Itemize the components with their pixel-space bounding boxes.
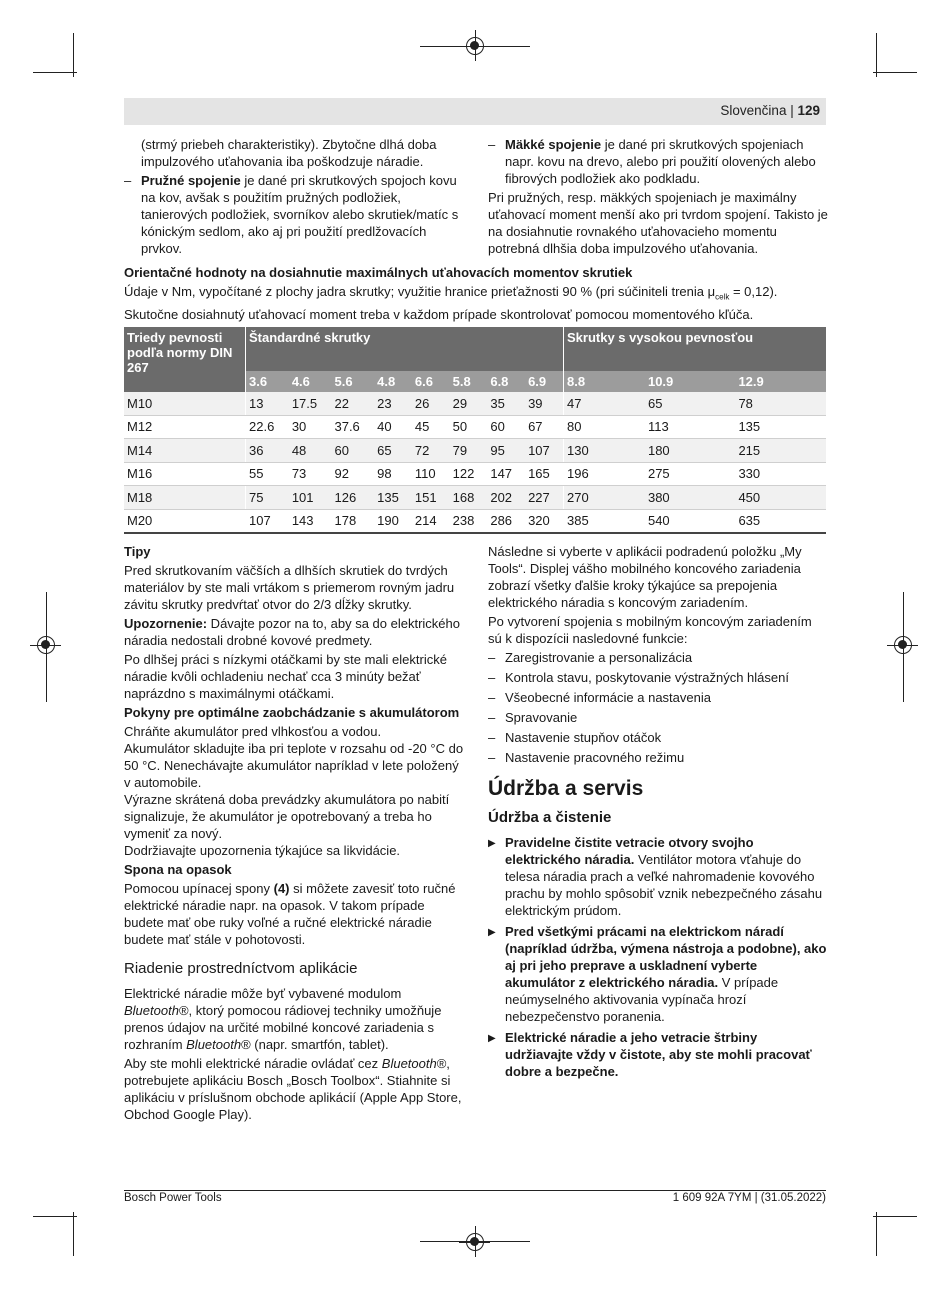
grade-header: 6.9 (525, 371, 563, 392)
torque-value-cell: 180 (645, 439, 735, 463)
crop-mark (873, 72, 917, 73)
torque-value-cell: 80 (564, 415, 645, 439)
crop-mark (73, 33, 74, 77)
grade-header: 10.9 (645, 371, 735, 392)
torque-value-cell: 122 (450, 462, 488, 486)
table-row (124, 392, 826, 415)
paragraph: Chráňte akumulátor pred vlhkosťou a vodou. (124, 724, 382, 739)
header-language: Slovenčina (720, 103, 787, 118)
table-title: Orientačné hodnoty na dosiahnutie maximálnych uťahovacích momentov skrutiek (124, 265, 633, 280)
torque-value-cell: 135 (735, 415, 826, 439)
torque-value-cell: 107 (246, 509, 289, 533)
app-text: Elektrické náradie môže byť vybavené modulom (124, 986, 402, 1001)
paragraph: Po vytvorení spojenia s mobilným koncovým zariadením sú k dispozícii nasledovné funkcie: (488, 614, 812, 646)
paragraph: Pred skrutkovaním väčších a dlhších skrutiek do tvrdých materiálov by ste mali vrtákom s priemerom rovným jadru závitu skrutky predvŕtať otvor do 2/3 dĺžky skrutky. (124, 563, 455, 612)
grade-header: 6.8 (487, 371, 525, 392)
paragraph: Výrazne skrátená doba prevádzky akumulátora po nabití signalizuje, že akumulátor je opotrebovaný a treba ho vymeniť za nový. (124, 792, 450, 841)
torque-value-cell: 151 (412, 486, 450, 510)
torque-value-cell: 320 (525, 509, 563, 533)
app-section-title: Riadenie prostredníctvom aplikácie (124, 960, 358, 977)
torque-value-cell: 48 (289, 439, 332, 463)
torque-value-cell: 36 (246, 439, 289, 463)
clip-title: Spona na opasok (124, 862, 232, 877)
torque-value-cell: 215 (735, 439, 826, 463)
crop-mark (876, 1212, 877, 1256)
lower-left-column (124, 543, 464, 1125)
footer-brand: Bosch Power Tools (124, 1192, 222, 1204)
paragraph: Pri pružných, resp. mäkkých spojeniach je maximálny uťahovací moment menší ako pri tvrdom spojení. Takisto je na dosiahnutie rovnakého uťahovacieho momentu potrebná dlhšia doba impulzového uťahovania. (488, 190, 828, 256)
bullet-bold: Pravidelne čistite vetracie otvory svojho elektrického náradia. (505, 835, 754, 867)
torque-value-cell: 79 (450, 439, 488, 463)
grade-header: 8.8 (564, 371, 645, 392)
torque-value-cell: 330 (735, 462, 826, 486)
torque-value-cell: 190 (374, 509, 412, 533)
torque-value-cell: 50 (450, 415, 488, 439)
app-text: ®, ktorý pomocou rádiovej techniky umožňuje prenos údajov na určité mobilné koncové zariadenia s rozhraním (124, 1003, 442, 1052)
torque-value-cell: 143 (289, 509, 332, 533)
torque-value-cell: 98 (374, 462, 412, 486)
cleaning-title: Údržba a čistenie (488, 809, 612, 826)
table-row (124, 486, 826, 510)
page-number: 129 (797, 103, 820, 118)
bluetooth-term: Bluetooth (381, 1056, 437, 1071)
table-row (124, 509, 826, 533)
torque-value-cell: 26 (412, 392, 450, 415)
table-body (124, 392, 826, 533)
torque-value-cell: 37.6 (331, 415, 374, 439)
torque-value-cell: 147 (487, 462, 525, 486)
torque-value-cell: 47 (564, 392, 645, 415)
torque-value-cell: 40 (374, 415, 412, 439)
torque-value-cell: 65 (645, 392, 735, 415)
torque-value-cell: 165 (525, 462, 563, 486)
warning-text: Dávajte pozor na to, aby sa do elektrického náradia nedostali drobné kovové predmety. (124, 616, 460, 648)
grade-header: 5.8 (450, 371, 488, 392)
screw-size-cell: M20 (124, 509, 246, 533)
torque-value-cell: 110 (412, 462, 450, 486)
table-row (124, 439, 826, 463)
app-paragraph (124, 985, 464, 1053)
crop-mark (33, 1216, 77, 1217)
desc-part: Údaje v Nm, vypočítané z plochy jadra skrutky; využitie hranice prieťažnosti 90 % (pri súčiniteli trenia μ (124, 284, 716, 299)
torque-value-cell: 29 (450, 392, 488, 415)
torque-value-cell: 23 (374, 392, 412, 415)
warning-paragraph (124, 615, 464, 649)
app-text: ®, potrebujete aplikáciu Bosch „Bosch Toolbox“. Stiahnite si aplikáciu v príslušnom obchode aplikácií (Apple App Store, Obchod Google Play). (124, 1056, 462, 1122)
torque-value-cell: 35 (487, 392, 525, 415)
header-high-strength: Skrutky s vysokou pevnosťou (564, 327, 827, 371)
item-title: Mäkké spojenie (505, 137, 602, 152)
registration-mark-top (466, 37, 484, 55)
paragraph: Akumulátor skladujte iba pri teplote v rozsahu od -20 °C do 50 °C. Nenechávajte akumulátor napríklad v lete položený v automobile. (124, 741, 464, 790)
warning-label: Upozornenie: (124, 616, 208, 631)
battery-title: Pokyny pre optimálne zaobchádzanie s akumulátorom (124, 705, 460, 720)
torque-value-cell: 135 (374, 486, 412, 510)
crop-mark (873, 1216, 917, 1217)
torque-value-cell: 72 (412, 439, 450, 463)
function-item: – Zaregistrovanie a personalizácia (488, 649, 828, 666)
grade-header: 5.6 (331, 371, 374, 392)
torque-value-cell: 75 (246, 486, 289, 510)
function-item: – Nastavenie pracovného režimu (488, 749, 828, 766)
bullet-text: V prípade neúmyselného aktivovania vypínača hrozí nebezpečenstvo poranenia. (505, 975, 779, 1024)
torque-value-cell: 60 (331, 439, 374, 463)
torque-value-cell: 126 (331, 486, 374, 510)
top-right-column (488, 136, 828, 259)
header-strength-class: Triedy pevnosti podľa normy DIN 267 (124, 327, 246, 392)
paragraph: Následne si vyberte v aplikácii podradenú položku „My Tools“. Displej vášho mobilného koncového zariadenia zobrazí všetky ďalšie kroky týkajúce sa prepojenia elektrického náradia s koncovým zariadením. (488, 544, 802, 610)
paragraph: Dodržiavajte upozornenia týkajúce sa likvidácie. (124, 843, 401, 858)
torque-table (124, 327, 826, 534)
torque-value-cell: 73 (289, 462, 332, 486)
paragraph: Po dlhšej práci s nízkymi otáčkami by ste mali elektrické náradie kvôli ochladeniu nechať cca 3 minúty bežať naprázdno s maximálnymi otáčkami. (124, 652, 447, 701)
torque-value-cell: 178 (331, 509, 374, 533)
table-description (124, 283, 826, 323)
torque-value-cell: 270 (564, 486, 645, 510)
crop-mark (73, 1212, 74, 1256)
torque-value-cell: 168 (450, 486, 488, 510)
clip-reference: (4) (273, 881, 290, 896)
torque-value-cell: 30 (289, 415, 332, 439)
torque-value-cell: 22.6 (246, 415, 289, 439)
screw-size-cell: M18 (124, 486, 246, 510)
torque-value-cell: 13 (246, 392, 289, 415)
bullet-bold: Elektrické náradie a jeho vetracie štrbiny udržiavajte vždy v čistote, aby ste mohli pracovať dobre a bezpečne. (505, 1030, 812, 1079)
bullet-bold: Pred všetkými prácami na elektrickom náradí (napríklad údržba, výmena nástroja a podobne), ako aj pri jeho preprave a uskladnení vyberte akumulátor z elektrického náradia. (505, 924, 827, 990)
torque-value-cell: 45 (412, 415, 450, 439)
torque-value-cell: 238 (450, 509, 488, 533)
table-row (124, 415, 826, 439)
torque-value-cell: 380 (645, 486, 735, 510)
grade-header: 6.6 (412, 371, 450, 392)
screw-size-cell: M12 (124, 415, 246, 439)
function-item: – Nastavenie stupňov otáčok (488, 729, 828, 746)
torque-value-cell: 39 (525, 392, 563, 415)
torque-value-cell: 92 (331, 462, 374, 486)
footer-rule (124, 1190, 826, 1191)
torque-value-cell: 17.5 (289, 392, 332, 415)
screw-size-cell: M10 (124, 392, 246, 415)
bullet-item (488, 1029, 828, 1080)
torque-value-cell: 196 (564, 462, 645, 486)
screw-size-cell: M16 (124, 462, 246, 486)
header-standard-screws: Štandardné skrutky (246, 327, 564, 371)
app-text: ® (napr. smartfón, tablet). (241, 1037, 389, 1052)
torque-value-cell: 107 (525, 439, 563, 463)
app-paragraph (124, 1055, 464, 1123)
torque-value-cell: 67 (525, 415, 563, 439)
torque-value-cell: 101 (289, 486, 332, 510)
torque-value-cell: 95 (487, 439, 525, 463)
bullet-item (488, 834, 828, 919)
list-item (488, 136, 828, 187)
grade-header: 12.9 (735, 371, 826, 392)
function-item: – Všeobecné informácie a nastavenia (488, 689, 828, 706)
footer-doc-number: 1 609 92A 7YM | (31.05.2022) (672, 1192, 826, 1204)
list-item (124, 172, 464, 257)
torque-value-cell: 450 (735, 486, 826, 510)
clip-text: Pomocou upínacej spony (124, 881, 274, 896)
bullet-item (488, 923, 828, 1025)
torque-value-cell: 202 (487, 486, 525, 510)
top-left-column (124, 136, 464, 259)
table-intro (124, 264, 826, 325)
torque-value-cell: 275 (645, 462, 735, 486)
item-text: je dané pri skrutkových spojoch kovu na kov, avšak s použitím pružných podložiek, tanierových podložiek, svorníkov alebo skrutiek/matíc s kónickým sedlom, ako aj pri použití predlžovacích prvkov. (141, 173, 459, 256)
torque-value-cell: 214 (412, 509, 450, 533)
torque-value-cell: 55 (246, 462, 289, 486)
bluetooth-term: Bluetooth (124, 1003, 179, 1018)
bluetooth-term: Bluetooth (186, 1037, 242, 1052)
torque-value-cell: 130 (564, 439, 645, 463)
screw-size-cell: M14 (124, 439, 246, 463)
torque-value-cell: 286 (487, 509, 525, 533)
function-item: – Kontrola stavu, poskytovanie výstražných hlásení (488, 669, 828, 686)
item-title: Pružné spojenie (141, 173, 241, 188)
torque-value-cell: 60 (487, 415, 525, 439)
function-item: – Spravovanie (488, 709, 828, 726)
torque-value-cell: 385 (564, 509, 645, 533)
app-text: Aby ste mohli elektrické náradie ovládať cez (124, 1056, 382, 1071)
tips-title: Tipy (124, 544, 151, 559)
torque-value-cell: 78 (735, 392, 826, 415)
paragraph: (strmý priebeh charakteristiky). Zbytočne dlhá doba impulzového uťahovania iba poškodzuje náradie. (141, 137, 437, 169)
clip-paragraph (124, 880, 464, 948)
crop-mark (876, 33, 877, 77)
clip-text: si môžete zavesiť toto ručné elektrické náradie napr. na opasok. V takom prípade budete mať obe ruky voľné a ručné elektrické náradie budete mať stále v pohotovosti. (124, 881, 456, 947)
torque-value-cell: 22 (331, 392, 374, 415)
torque-value-cell: 113 (645, 415, 735, 439)
torque-value-cell: 540 (645, 509, 735, 533)
header-text: Slovenčina | 129 (720, 103, 820, 118)
torque-value-cell: 635 (735, 509, 826, 533)
grade-header: 4.8 (374, 371, 412, 392)
page-header (124, 98, 826, 125)
desc-part: = 0,12). Skutočne dosiahnutý uťahovací moment treba v každom prípade skontrolovať pomocou momentového kľúča. (124, 284, 778, 322)
bullet-text: Ventilátor motora vťahuje do telesa náradia prach a veľké nahromadenie kovového prachu by mohlo spôsobiť vznik nebezpečného zásahu elektrickým prúdom. (505, 852, 823, 918)
registration-mark-right (894, 636, 912, 654)
registration-mark-bottom (466, 1233, 484, 1251)
function-list (488, 649, 828, 766)
torque-value-cell: 65 (374, 439, 412, 463)
maintenance-title: Údržba a servis (488, 777, 644, 800)
grade-header: 4.6 (289, 371, 332, 392)
crop-mark (33, 72, 77, 73)
registration-mark-left (37, 636, 55, 654)
desc-subscript: celk (715, 292, 730, 302)
item-text: je dané pri skrutkových spojeniach napr. kovu na drevo, alebo pri použití olovených alebo fibrových podložiek ako podkladu. (505, 137, 816, 186)
torque-value-cell: 227 (525, 486, 563, 510)
grade-header: 3.6 (246, 371, 289, 392)
lower-right-column (488, 543, 828, 1084)
table-row (124, 462, 826, 486)
